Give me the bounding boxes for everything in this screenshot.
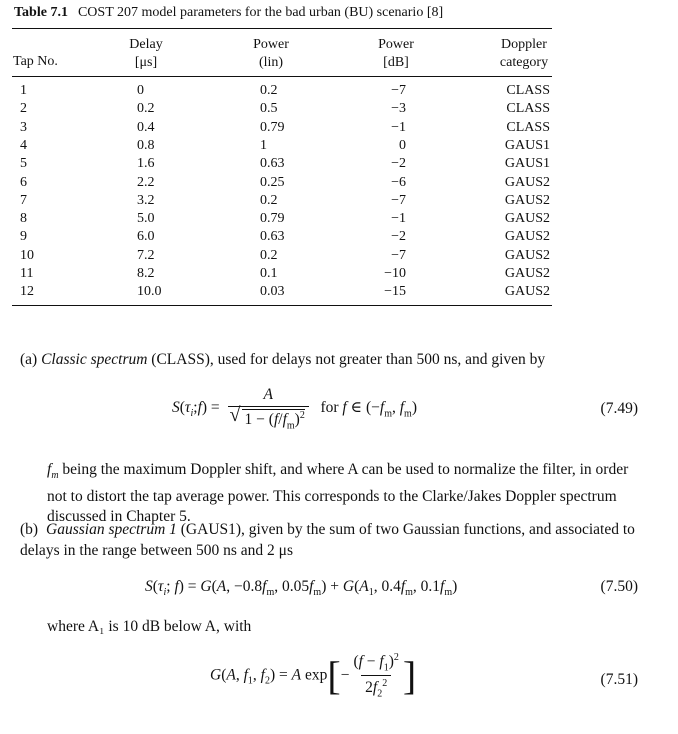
header-delay: Delay [μs]: [129, 37, 163, 70]
table-cell: 7: [20, 192, 27, 208]
table-caption-text: COST 207 model parameters for the bad urban (BU) scenario [8]: [77, 5, 444, 20]
header-power-db: Power [dB]: [378, 37, 414, 70]
table-cell: 3.2: [137, 192, 155, 208]
table-cell: 8.2: [137, 266, 155, 281]
header-power-lin: Power (lin): [253, 37, 289, 70]
table-cell: 0.8: [137, 137, 155, 153]
item-a-line1: [20, 350, 645, 371]
table-cell: 2.2: [137, 174, 155, 190]
table-cell: 0.2: [260, 192, 278, 208]
table-cell: GAUS2: [504, 266, 550, 281]
table-cell: 1.6: [137, 156, 155, 172]
table-cell: 0.4: [137, 119, 155, 135]
table-cell: −15: [384, 284, 406, 300]
table-cell: −1: [391, 211, 406, 227]
table-cell: 4: [20, 137, 27, 153]
table-cell: CLASS: [506, 83, 550, 98]
table-cell: −3: [391, 101, 406, 117]
table-cell: 0.79: [260, 119, 285, 135]
table-cell: 0.2: [260, 247, 278, 263]
table-top-rule: [12, 28, 552, 29]
table-cell: 0.63: [260, 229, 285, 245]
table-cell: −7: [391, 192, 406, 208]
table-cell: 8: [20, 211, 27, 227]
table-cell: GAUS1: [504, 156, 550, 172]
table-cell: 1: [260, 137, 267, 153]
table-cell: 0.1: [260, 266, 278, 281]
table-cell: −7: [391, 247, 406, 263]
item-a-marker: (a): [20, 351, 38, 368]
equation-7-51: G(A, $f_1$, $f_2) = A$ exp[− $\frac{(f - f_1)^2}{2f_2^2}$ ]: [210, 652, 417, 700]
table-cell: 0.03: [260, 284, 285, 300]
item-a-title: Classic spectrum: [41, 351, 148, 368]
table-cell: 11: [20, 266, 34, 281]
table-bottom-rule: [12, 305, 552, 306]
table-cell: 0.5: [260, 101, 278, 117]
table-cell: GAUS2: [504, 247, 550, 263]
table-cell: 0.2: [260, 83, 278, 98]
equation-7-50-number: (7.50): [600, 578, 638, 595]
table-cell: GAUS2: [504, 229, 550, 245]
table-caption: [14, 5, 443, 21]
table-cell: GAUS2: [504, 192, 550, 208]
table-cell: 5.0: [137, 211, 155, 227]
table-cell: 0.25: [260, 174, 285, 190]
table-cell: 5: [20, 156, 27, 172]
table-cell: −2: [391, 156, 406, 172]
equation-7-51-number: (7.51): [600, 671, 638, 688]
table-cell: 7.2: [137, 247, 155, 263]
table-header-rule: [12, 76, 552, 77]
table-cell: GAUS1: [504, 137, 550, 153]
equation-7-50: $S(\tau_i$; f) = G(A, $-0.8f_m$, $0.05f_m) + G(A_1$, $0.4f_m$, $0.1f_m$): [145, 578, 458, 599]
table-cell: GAUS2: [504, 211, 550, 227]
table-cell: 6: [20, 174, 27, 190]
table-label: Table 7.1: [14, 5, 68, 20]
table-cell: 0: [137, 83, 144, 98]
table-cell: 10: [20, 247, 34, 263]
table-cell: GAUS2: [504, 174, 550, 190]
table-cell: 9: [20, 229, 27, 245]
header-doppler: Doppler category: [499, 37, 549, 70]
table-cell: −10: [384, 266, 406, 281]
table-cell: 6.0: [137, 229, 155, 245]
item-b-paragraph: (b) Gaussian spectrum 1 (GAUS1), given by the sum of two Gaussian functions, and associated to delays in the range between 500 ns and 2 μs: [20, 521, 635, 559]
item-a-paragraph2: $f_m$ being the maximum Doppler shift, and where A can be used to normalize the filter, in order not to distort the tap average power. This corresponds to the Clarke/Jakes Doppler spectrum discussed in Chapter 5.: [47, 461, 629, 526]
table-cell: 3: [20, 119, 27, 135]
where-line: where A₁ is 10 dB below A, with: [47, 618, 252, 635]
equation-7-49-number: (7.49): [600, 400, 638, 417]
table-cell: 1: [20, 83, 27, 98]
table-cell: GAUS2: [504, 284, 550, 300]
table-cell: 2: [20, 101, 27, 117]
equation-7-49: $S(\tau_i;f)$ = A √ $1 - (f/f_m)^2$ for f ∈ ($-f_m$, $f_m$): [172, 386, 417, 431]
table-cell: −1: [391, 119, 406, 135]
table-cell: 0.63: [260, 156, 285, 172]
table-cell: 0.79: [260, 211, 285, 227]
header-tap: Tap No.: [13, 54, 58, 69]
table-cell: −6: [391, 174, 406, 190]
item-a-rest: (CLASS), used for delays not greater than 500 ns, and given by: [147, 351, 546, 368]
table-cell: −7: [391, 83, 406, 98]
table-cell: 10.0: [137, 284, 162, 300]
table-cell: 0.2: [137, 101, 155, 117]
table-cell: CLASS: [506, 101, 550, 117]
table-cell: CLASS: [506, 119, 550, 135]
table-cell: 12: [20, 284, 34, 300]
table-cell: −2: [391, 229, 406, 245]
table-cell: 0: [399, 137, 406, 153]
